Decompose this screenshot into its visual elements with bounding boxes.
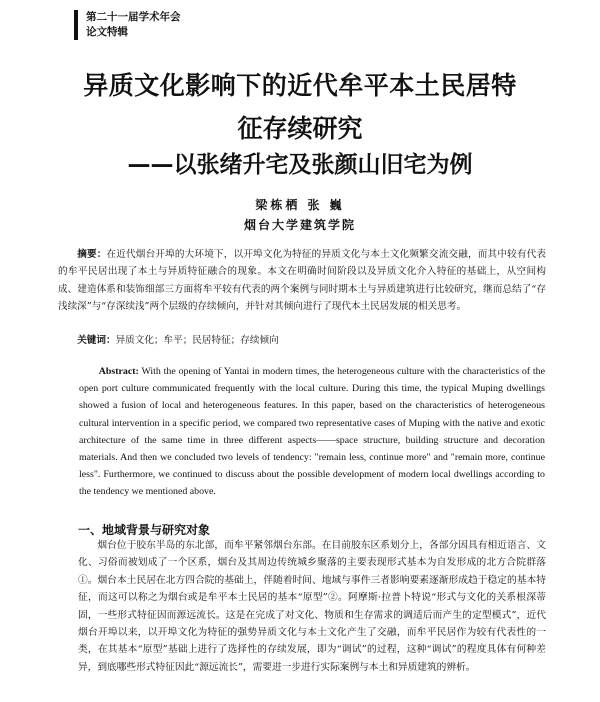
header-line-2: 论文特辑 <box>86 26 128 38</box>
keywords <box>58 333 546 349</box>
abstract-en-label: Abstract: <box>98 366 139 377</box>
section-heading: 一、地域背景与研究对象 <box>78 523 211 537</box>
abstract-en <box>79 363 545 501</box>
affiliation: 烟台大学建筑学院 <box>243 218 356 232</box>
title-line-1: 异质文化影响下的近代牟平本土民居特 <box>83 71 517 100</box>
abstract-cn-text: 在近代烟台开埠的大环境下，以开埠文化为特征的异质文化与本土文化频繁交流交融，而其中较有代表的牟平民居出现了本土与异质特征融合的现象。本文在明确时间阶段以及异质文化介入特征的基础上，从空间构成、建造体系和装饰细部三方面将牟平较有代表的两个案例与同时期本土与异质建筑进行比较研究，继而总结了“存浅续深”与“存深续浅”两个层级的存续倾向，并针对其倾向进行了现代本土民居发展的相关思考。 <box>58 249 546 313</box>
authors: 梁栋栖 张 巍 <box>255 198 345 212</box>
journal-header <box>74 10 181 40</box>
abstract-en-text: With the opening of Yantai in modern times, the heterogeneous culture with the characteristics of the open port culture communicated frequently with the local culture. During this time, the typical Muping dwellings showed a fusion of local and heterogeneous features. In this paper, based on the characteristics of heterogeneous cultural intervention in a specific period, we compared two representative cases of Muping with the native and exotic architecture of the same time in three different aspects——space structure, building structure and decoration materials. And then we concluded two levels of tendency: "remain less, continue more" and "remain more, continue less". Furthermore, we continued to discuss about the possible development of modern local dwellings according to the tendency we mentioned above. <box>79 366 545 498</box>
subtitle: ——以张绪升宅及张颜山旧宅为例 <box>127 152 473 178</box>
title-line-2: 征存续研究 <box>237 114 363 143</box>
header-line-1: 第二十一届学术年会 <box>86 11 181 23</box>
abstract-cn-label: 摘要： <box>77 249 107 260</box>
keywords-label: 关键词： <box>77 335 116 346</box>
keywords-text: 异质文化；牟平；民居特征；存续倾向 <box>115 335 279 346</box>
abstract-cn <box>58 246 546 316</box>
section-body: 烟台位于胶东半岛的东北部，而牟平紧邻烟台东部。在目前胶东区系划分上，各部分因具有相近语言、文化、习俗而被划成了一个区系，烟台及其周边传统城乡聚落的主要表现形式基本为自发形成的北方合院群落①。烟台本土民居在北方四合院的基础上，伴随着时间、地域与事件三者影响要素逐渐形成趋于稳定的基本特征，而这可以称之为烟台或是牟平本土民居的基本“原型”②。阿摩斯·拉普卜特说“形式与文化的关系根深蒂固，一些形式特征因而源远流长。这是在完成了对文化、物质和生存需求的调适后而产生的定型模式”，近代烟台开埠以来，以开埠文化为特征的强势异质文化与本土文化产生了交融，而牟平民居作为较有代表性的一类，在其基本“原型”基础上进行了选择性的存续发展，即为“调试”的过程，这种“调试”的程度具体有何种差异，到底哪些形式特征因此“源远流长”，需要进一步进行实际案例与本土和异质建筑的辨析。 <box>78 540 546 673</box>
